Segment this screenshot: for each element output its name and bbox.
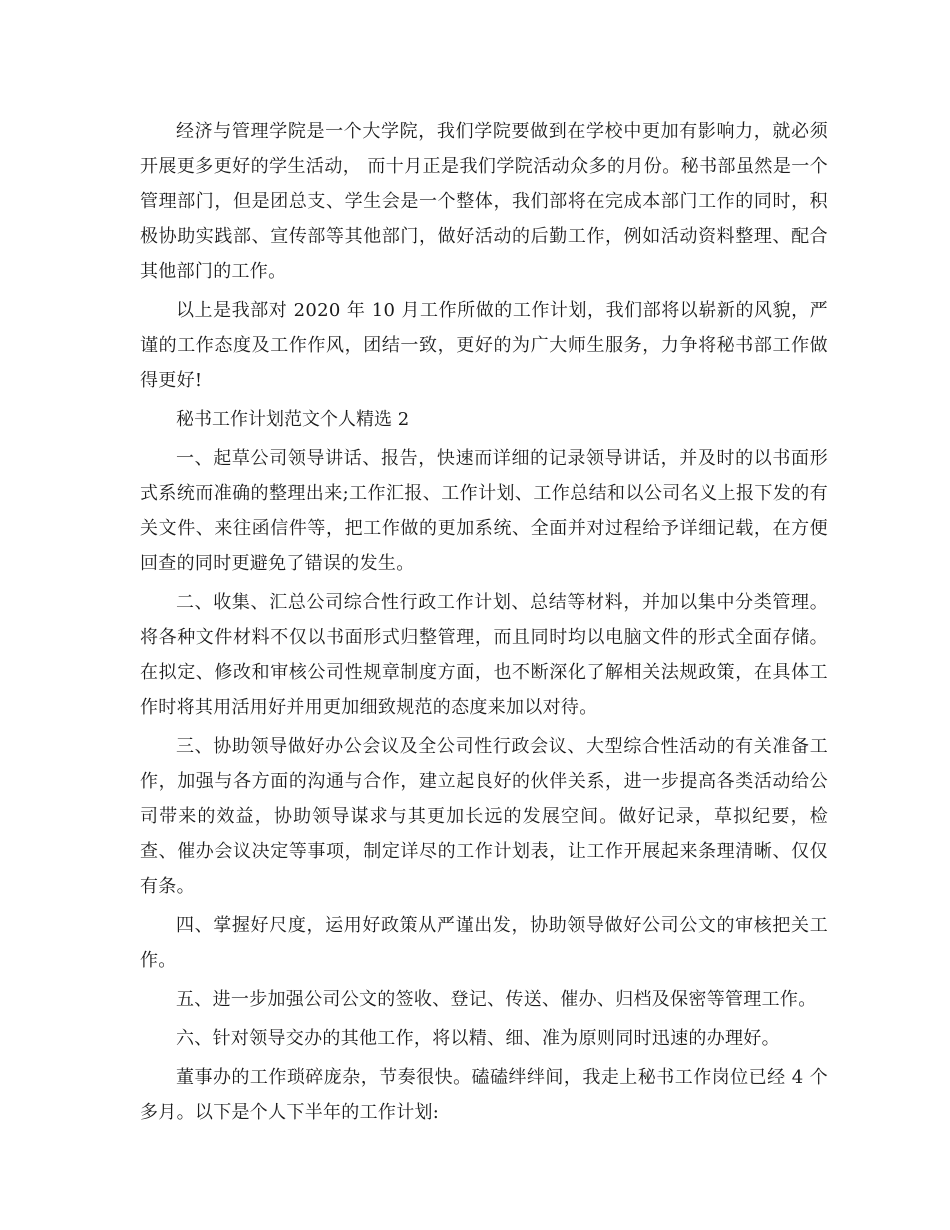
paragraph-item-3: 三、协助领导做好办公会议及全公司性行政会议、大型综合性活动的有关准备工作，加强与各方面的沟通与合作，建立起良好的伙伴关系，进一步提高各类活动给公司带来的效益，协助领导谋求与其更加长远的发展空间。做好记录，草拟纪要，检查、催办会议决定等事项，制定详尽的工作计划表，让工作开展起来条理清晰、仅仅有条。 [140,736,828,897]
document-body [140,114,828,1134]
paragraph-item-1: 一、起草公司领导讲话、报告，快速而详细的记录领导讲话，并及时的以书面形式系统而准确的整理出来;工作汇报、工作计划、工作总结和以公司名义上报下发的有关文件、来往函信件等，把工作做的更加系统、全面并对过程给予详细记载，在方便回查的同时更避免了错误的发生。 [140,448,828,574]
section-heading: 秘书工作计划范文个人精选 2 [176,409,410,430]
paragraph-item-4: 四、掌握好尺度，运用好政策从严谨出发，协助领导做好公司公文的审核把关工作。 [140,915,828,971]
paragraph-item-2: 二、收集、汇总公司综合性行政工作计划、总结等材料，并加以集中分类管理。将各种文件材料不仅以书面形式归整管理，而且同时均以电脑文件的形式全面存储。在拟定、修改和审核公司性规章制度方面，也不断深化了解相关法规政策，在具体工作时将其用活用好并用更加细致规范的态度来加以对待。 [140,592,828,718]
paragraph-october-plan-summary: 以上是我部对 2020 年 10 月工作所做的工作计划，我们部将以崭新的风貌，严谨的工作态度及工作作风，团结一致，更好的为广大师生服务，力争将秘书部工作做得更好! [140,300,828,391]
paragraph-item-6: 六、针对领导交办的其他工作，将以精、细、准为原则同时迅速的办理好。 [176,1028,780,1049]
paragraph-item-5: 五、进一步加强公司公文的签收、登记、传送、催办、归档及保密等管理工作。 [176,989,817,1010]
paragraph-college-activities: 经济与管理学院是一个大学院，我们学院要做到在学校中更加有影响力，就必须开展更多更好的学生活动， 而十月正是我们学院活动众多的月份。秘书部虽然是一个管理部门，但是团总支、学生会是一个整体，我们部将在完成本部门工作的同时，积极协助实践部、宣传部等其他部门，做好活动的后勤工作，例如活动资料整理、配合其他部门的工作。 [140,121,828,282]
paragraph-second-half-plan-intro: 董事办的工作琐碎庞杂，节奏很快。磕磕绊绊间，我走上秘书工作岗位已经 4 个多月。以下是个人下半年的工作计划: [140,1067,828,1123]
